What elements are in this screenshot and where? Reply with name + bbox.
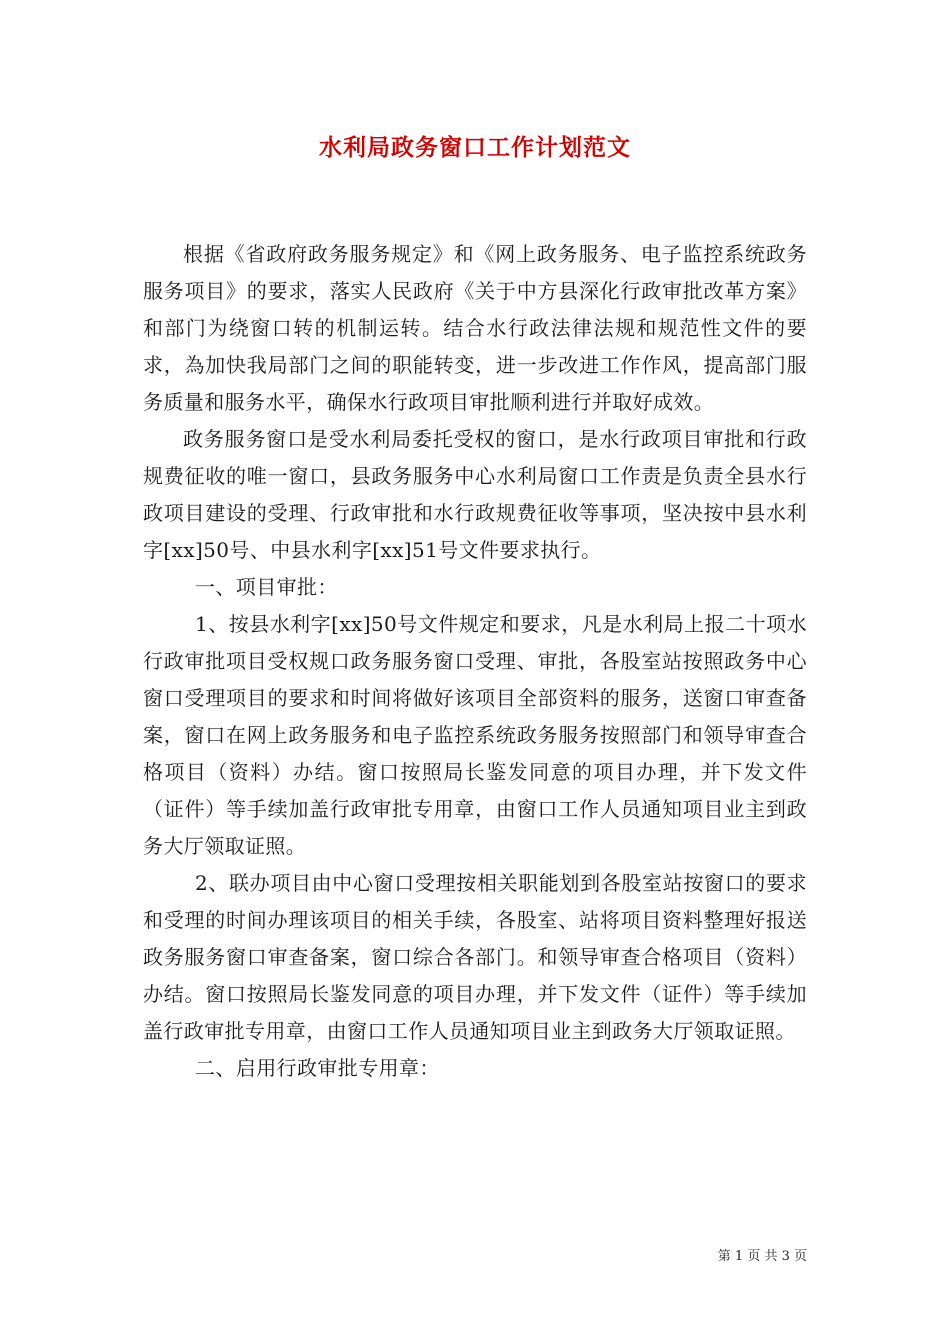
page-number: 第 1 页 共 3 页 <box>717 1249 807 1264</box>
page-title: 水利局政务窗口工作计划范文 <box>319 134 631 161</box>
document-body <box>143 236 807 1087</box>
paragraph: 政务服务窗口是受水利局委托受权的窗口，是水行政项目审批和行政规费征收的唯一窗口，县政务服务中心水利局窗口工作责是负责全县水行政项目建设的受理、行政审批和水行政规费征收等事项，坚决按中县水利字[xx]50号、中县水利字[xx]51号文件要求执行。 <box>143 427 807 562</box>
paragraph: 1、按县水利字[xx]50号文件规定和要求，凡是水利局上报二十项水行政审批项目受权规口政务服务窗口受理、审批，各股室站按照政务中心窗口受理项目的要求和时间将做好该项目全部资料的服务，送窗口审查备案，窗口在网上政务服务和电子监控系统政务服务按照部门和领导审查合格项目（资料）办结。窗口按照局长鉴发同意的项目办理，并下发文件（证件）等手续加盖行政审批专用章，由窗口工作人员通知项目业主到政务大厅领取证照。 <box>143 612 807 858</box>
paragraph: 2、联办项目由中心窗口受理按相关职能划到各股室站按窗口的要求和受理的时间办理该项目的相关手续，各股室、站将项目资料整理好报送政务服务窗口审查备案，窗口综合各部门。和领导审查合格项目（资料）办结。窗口按照局长鉴发同意的项目办理，并下发文件（证件）等手续加盖行政审批专用章，由窗口工作人员通知项目业主到政务大厅领取证照。 <box>143 871 807 1043</box>
paragraph: 根据《省政府政务服务规定》和《网上政务服务、电子监控系统政务服务项目》的要求，落实人民政府《关于中方县深化行政审批改革方案》和部门为绕窗口转的机制运转。结合水行政法律法规和规范性文件的要求，為加快我局部门之间的职能转变，进一步改进工作作风，提高部门服务质量和服务水平，确保水行政项目审批顺利进行并取好成效。 <box>143 242 807 414</box>
section-heading: 一、项目审批： <box>195 575 338 599</box>
section-heading: 二、启用行政审批专用章： <box>195 1056 440 1080</box>
